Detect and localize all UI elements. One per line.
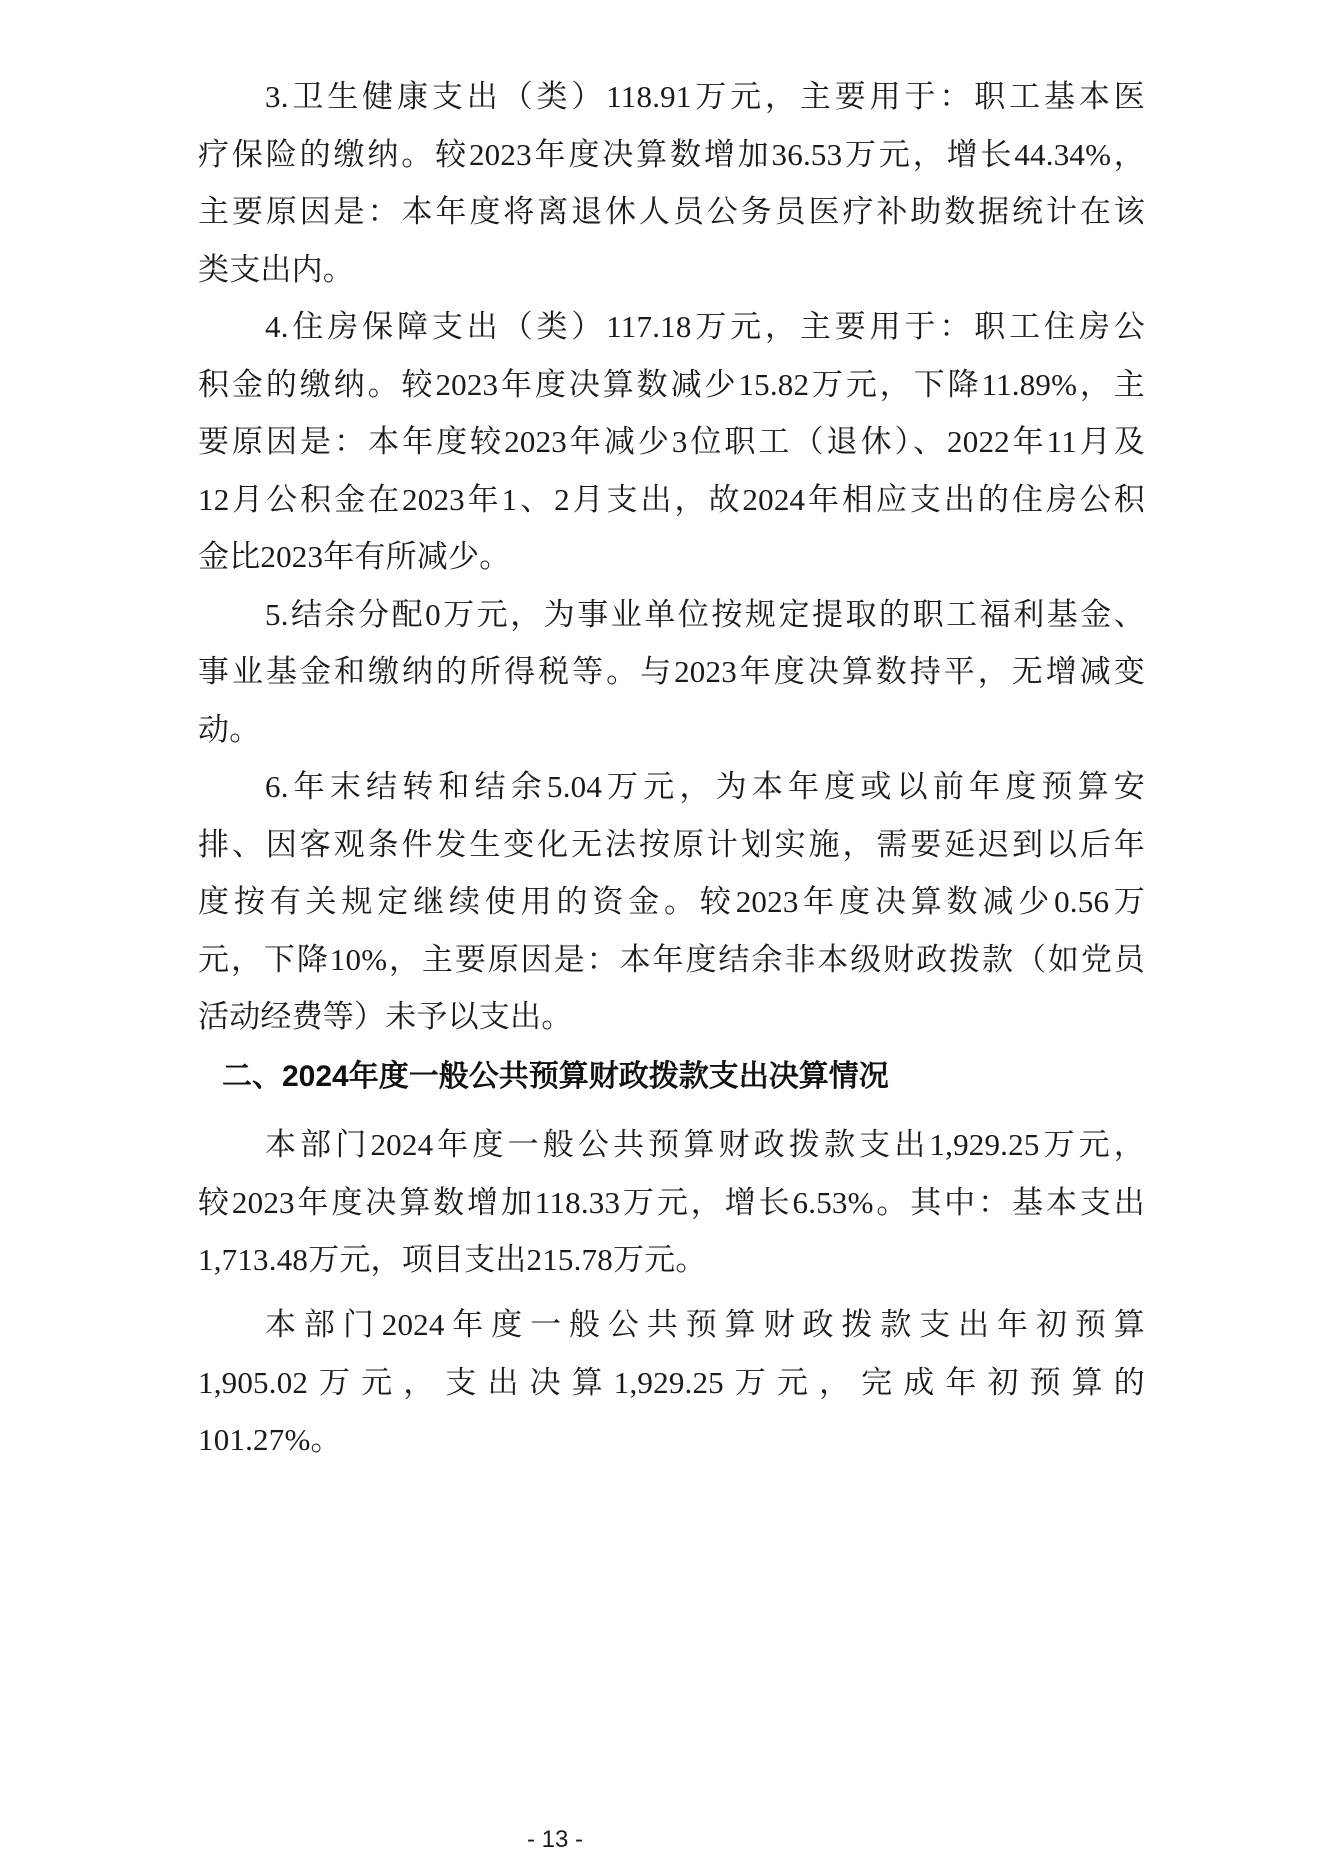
paragraph-line: 1,905.02万元，支出决算1,929.25万元，完成年初预算的	[198, 1364, 1145, 1400]
paragraph-line: 积金的缴纳。较2023年度决算数减少15.82万元，下降11.89%，主	[198, 366, 1145, 402]
paragraph-line: 度按有关规定继续使用的资金。较2023年度决算数减少0.56万	[198, 884, 1145, 919]
paragraph-line: 事业基金和缴纳的所得税等。与2023年度决算数持平，无增减变	[198, 654, 1145, 689]
paragraph-appropriation-total	[198, 1116, 1145, 1289]
section-heading: 二、2024年度一般公共预算财政拨款支出决算情况	[222, 1060, 889, 1093]
page-number: - 13 -	[526, 1826, 583, 1853]
paragraph-line: 类支出内。	[198, 251, 354, 287]
paragraph-line: 4.住房保障支出（类）117.18万元，主要用于：职工住房公	[265, 309, 1145, 344]
paragraph-line: 动。	[198, 711, 261, 747]
paragraph-line: 疗保险的缴纳。较2023年度决算数增加36.53万元，增长44.34%，	[198, 136, 1145, 172]
paragraph-surplus-distribution	[198, 586, 1145, 759]
paragraph-budget-completion	[198, 1296, 1145, 1469]
paragraph-line: 元，下降10%，主要原因是：本年度结余非本级财政拨款（如党员	[198, 941, 1145, 977]
paragraph-line: 3.卫生健康支出（类）118.91万元，主要用于：职工基本医	[265, 79, 1145, 114]
paragraph-line: 101.27%。	[198, 1422, 342, 1457]
paragraph-line: 1,713.48万元，项目支出215.78万元。	[198, 1242, 707, 1277]
paragraph-line: 要原因是：本年度较2023年减少3位职工（退休）、2022年11月及	[198, 424, 1145, 459]
paragraph-housing-expenditure	[198, 298, 1145, 586]
paragraph-line: 排、因客观条件发生变化无法按原计划实施，需要延迟到以后年	[198, 826, 1145, 862]
paragraph-line: 主要原因是：本年度将离退休人员公务员医疗补助数据统计在该	[198, 194, 1145, 229]
paragraph-year-end-balance	[198, 758, 1145, 1046]
paragraph-line: 活动经费等）未予以支出。	[198, 999, 573, 1034]
paragraph-line: 较2023年度决算数增加118.33万元，增长6.53%。其中：基本支出	[198, 1184, 1145, 1220]
paragraph-line: 5.结余分配0万元，为事业单位按规定提取的职工福利基金、	[265, 596, 1145, 632]
paragraph-line: 6.年末结转和结余5.04万元，为本年度或以前年度预算安	[265, 769, 1145, 804]
paragraph-line: 本部门2024年度一般公共预算财政拨款支出年初预算	[265, 1307, 1145, 1342]
page-body	[198, 68, 1145, 1469]
paragraph-line: 12月公积金在2023年1、2月支出，故2024年相应支出的住房公积	[198, 481, 1145, 517]
paragraph-line: 本部门2024年度一般公共预算财政拨款支出1,929.25万元，	[265, 1127, 1145, 1162]
paragraph-health-expenditure	[198, 68, 1145, 298]
paragraph-line: 金比2023年有所减少。	[198, 539, 511, 574]
